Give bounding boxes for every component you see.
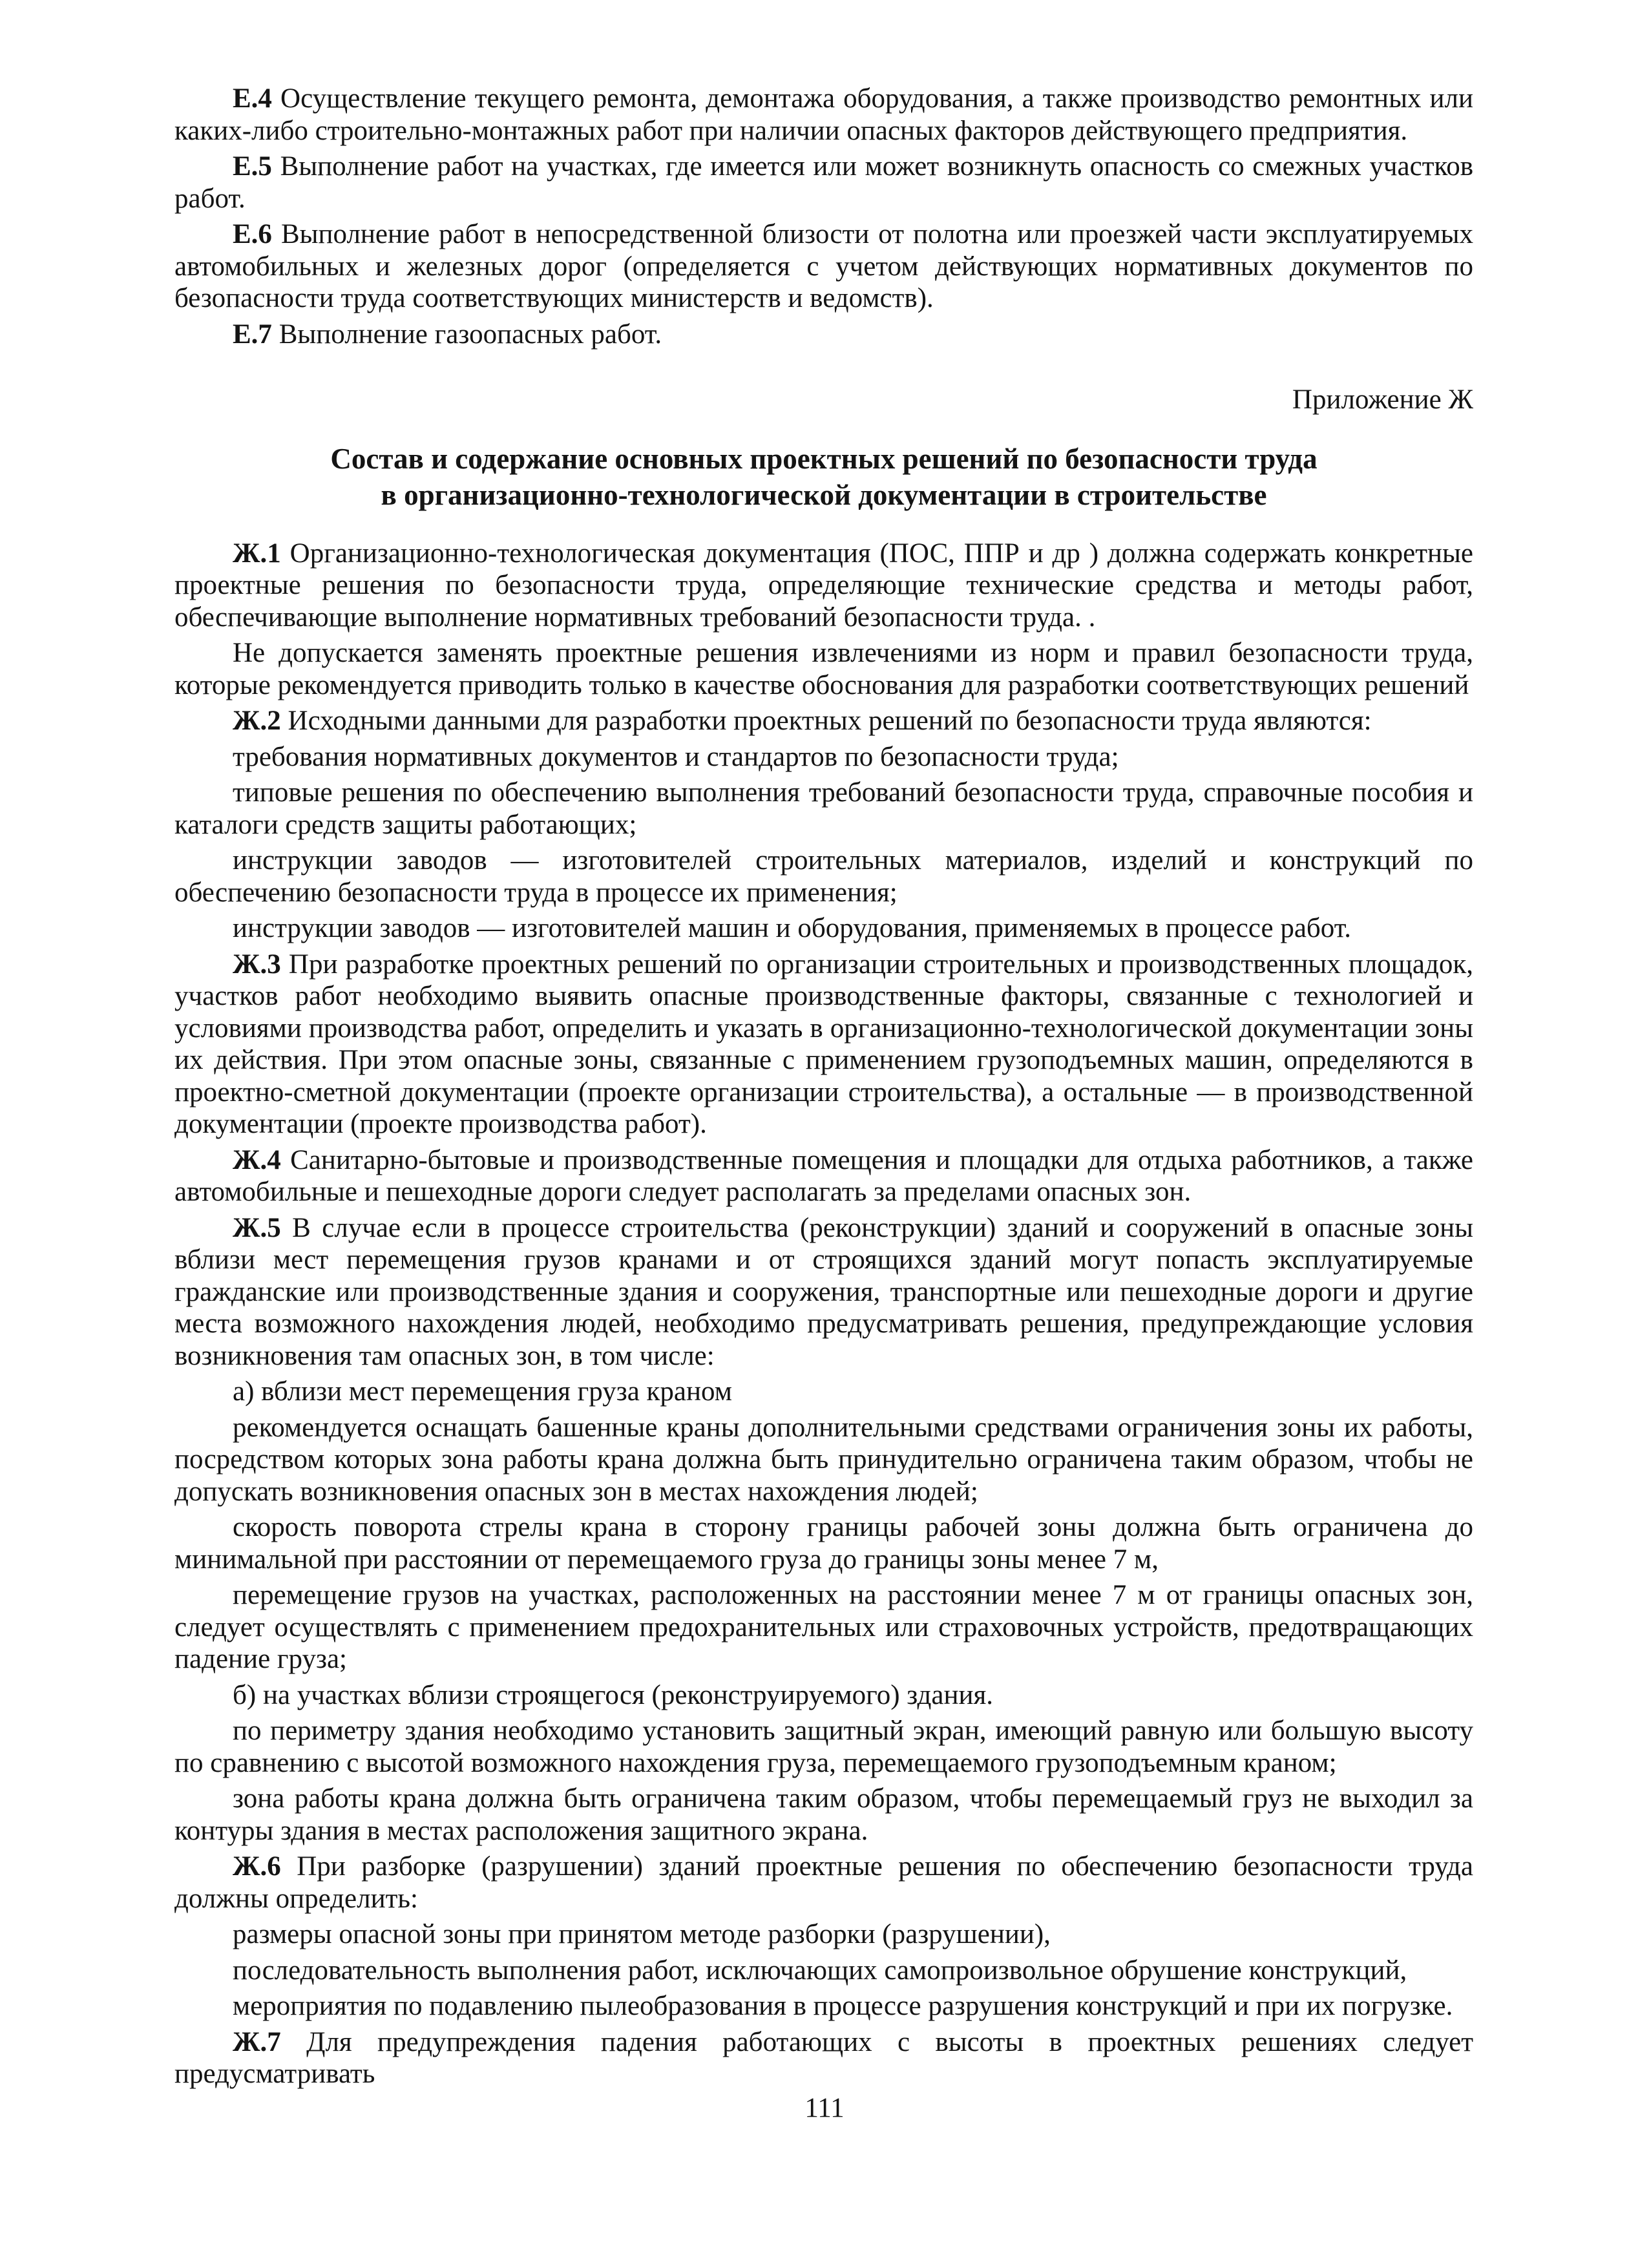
item-e7 [174,319,1473,351]
paragraph-text: зона работы крана должна быть ограничена таким образом, чтобы перемещаемый груз не выходил за контуры здания в местах расположения защитного экрана. [174,1783,1473,1846]
list-item [174,1955,1473,1987]
paragraph-text: Санитарно-бытовые и производственные помещения и площадки для отдыха работников, а также автомобильные и пешеходные дороги следует располагать за пределами опасных зон. [174,1144,1474,1207]
paragraph-text: мероприятия по подавлению пылеобразования в процессе разрушения конструкций и при их погрузке. [233,1991,1453,2021]
paragraph-text: В случае если в процессе строительства (реконструкции) зданий и сооружений в опасные зоны вблизи мест перемещения грузов кранами и от строящихся зданий могут попасть эксплуатируемые гражданские или производственные здания и сооружения, транспортные или пешеходные дороги и другие места возможного нахождения людей, необходимо предусматривать решения, предупреждающие условия возникновения там опасных зон, в том числе: [174,1212,1474,1371]
paragraph-text: инструкции заводов — изготовителей машин и оборудования, применяемых в процессе работ. [233,913,1352,943]
paragraph-text: Для предупреждения падения работающих с высоты в проектных решениях следует предусматривать [174,2026,1474,2089]
item-number: Е.7 [233,319,272,350]
paragraph-text: последовательность выполнения работ, исключающих самопроизвольное обрушение конструкций, [233,1955,1407,1986]
list-item [174,1918,1473,1951]
paragraph-zh7 [174,2026,1473,2090]
paragraph-zh3 [174,949,1473,1140]
list-item [174,1511,1473,1575]
section-e-items [174,83,1473,350]
paragraph-text: б) на участках вблизи строящегося (реконструируемого) здания. [233,1679,994,1710]
paragraph-text: размеры опасной зоны при принятом методе разборки (разрушении), [233,1919,1051,1949]
list-item [174,845,1473,908]
item-text: Выполнение работ на участках, где имеется или может возникнуть опасность со смежных участков работ. [174,151,1474,214]
item-number: Е.5 [233,151,272,182]
list-item [174,1679,1473,1712]
paragraph-text: скорость поворота стрелы крана в сторону границы рабочей зоны должна быть ограничена до минимальной при расстоянии от перемещаемого груза до границы зоны менее 7 м, [174,1512,1473,1575]
paragraph-number: Ж.2 [233,706,281,736]
item-e5 [174,151,1473,215]
paragraph-text: перемещение грузов на участках, расположенных на расстоянии менее 7 м от границы опасных зон, следует осуществлять с применением предохранительных или страховочных устройств, предотвращающих падение груза; [174,1580,1473,1674]
list-item [174,1579,1473,1675]
paragraph-text: рекомендуется оснащать башенные краны дополнительными средствами ограничения зоны их работы, посредством которых зона работы крана должна быть принудительно ограничена таким образом, чтобы не допускать возникновения опасных зон в местах нахождения людей; [174,1412,1473,1507]
item-e6 [174,218,1473,315]
item-text: Выполнение газоопасных работ. [278,319,662,350]
paragraph-text: Исходными данными для разработки проектных решений по безопасности труда являются: [288,706,1372,736]
appendix-paragraphs [174,538,1473,2090]
paragraph-number: Ж.3 [233,949,281,980]
paragraph-number: Ж.7 [233,2026,281,2057]
paragraph-number: Ж.6 [233,1851,281,1882]
paragraph-zh2 [174,705,1473,737]
item-number: Е.6 [233,219,272,249]
list-item [174,1376,1473,1408]
paragraph [174,637,1473,701]
paragraph-text: Не допускается заменять проектные решения извлечениями из норм и правил безопасности труда, которые рекомендуется приводить только в качестве обоснования для разработки соответствующих решений [174,638,1473,700]
list-item [174,912,1473,945]
item-e4 [174,83,1473,147]
list-item [174,741,1473,773]
paragraph-zh4 [174,1144,1473,1208]
appendix-label: Приложение Ж [1292,384,1473,415]
list-item [174,777,1473,841]
paragraph-text: а) вблизи мест перемещения груза краном [233,1376,732,1407]
paragraph-text: При разборке (разрушении) зданий проектные решения по обеспечению безопасности труда должны определить: [174,1851,1474,1914]
item-text: Осуществление текущего ремонта, демонтажа оборудования, а также производство ремонтных или каких-либо строительно-монтажных работ при наличии опасных факторов действующего предприятия. [174,83,1474,146]
title-line-1: Состав и содержание основных проектных решений по безопасности труда [330,442,1318,475]
paragraph-text: требования нормативных документов и стандартов по безопасности труда; [233,741,1119,772]
paragraph-text: типовые решения по обеспечению выполнения требований безопасности труда, справочные пособия и каталоги средств защиты работающих; [174,777,1473,840]
paragraph-text: При разработке проектных решений по организации строительных и производственных площадок, участков работ необходимо выявить опасные производственные факторы, связанные с технологией и условиями производства работ, определить и указать в организационно-технологической документации зоны их действия. При этом опасные зоны, связанные с применением грузоподъемных машин, определяются в проектно-сметной документации (проекте организации строительства), а остальные — в производственной документации (проекте производства работ). [174,949,1473,1139]
list-item [174,1412,1473,1508]
paragraph-text: Организационно-технологическая документация (ПОС, ППР и др ) должна содержать конкретные проектные решения по безопасности труда, определяющие технические средства и методы работ, обеспечивающие выполнение нормативных требований безопасности труда. . [174,538,1474,633]
paragraph-text: инструкции заводов — изготовителей строительных материалов, изделий и конструкций по обеспечению безопасности труда в процессе их применения; [174,845,1473,908]
list-item [174,1783,1473,1847]
paragraph-zh6 [174,1851,1473,1915]
paragraph-number: Ж.4 [233,1144,281,1175]
paragraph-number: Ж.1 [233,538,281,569]
list-item [174,1715,1473,1779]
title-line-2: в организационно-технологической документации в строительстве [381,478,1267,511]
list-item [174,1990,1473,2022]
paragraph-zh1 [174,538,1473,634]
body-text [174,83,1473,2094]
page-number: 111 [804,2093,845,2123]
paragraph-number: Ж.5 [233,1212,281,1243]
section-title [174,441,1473,513]
item-text: Выполнение работ в непосредственной близости от полотна или проезжей части эксплуатируемых автомобильных и железных дорог (определяется с учетом действующих нормативных документов по безопасности труда соответствующих министерств и ведомств). [174,219,1473,313]
paragraph-text: по периметру здания необходимо установить защитный экран, имеющий равную или большую высоту по сравнению с высотой возможного нахождения груза, перемещаемого грузоподъемным краном; [174,1716,1473,1778]
paragraph-zh5 [174,1212,1473,1372]
item-number: Е.4 [233,83,272,114]
